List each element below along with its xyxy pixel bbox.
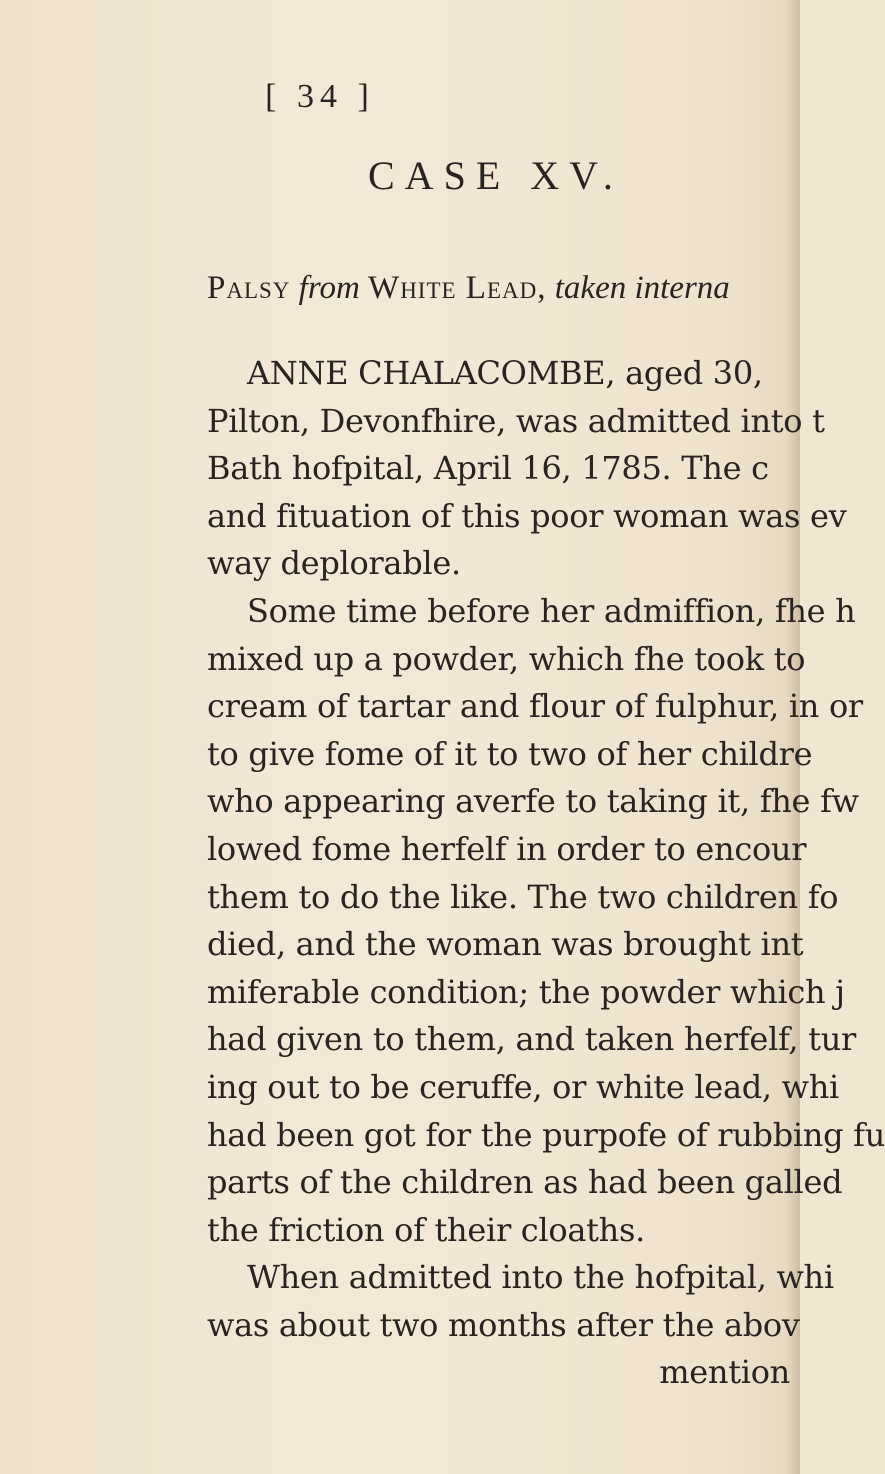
text-line: had been got for the purpofe of rubbing fu	[207, 1115, 885, 1154]
subtitle-taken-internally: taken interna	[554, 270, 730, 306]
text-line: was about two months after the abov	[207, 1305, 800, 1344]
text-line: Pilton, Devonfhire, was admitted into t	[207, 401, 825, 440]
case-subtitle	[207, 270, 800, 307]
text-line: who appearing averfe to taking it, fhe fw	[207, 782, 859, 821]
text-line: lowed fome herfelf in order to encour	[207, 829, 807, 868]
subtitle-from: from	[298, 270, 360, 306]
body-text	[207, 350, 885, 1397]
text-line: miferable condition; the powder which j	[207, 972, 845, 1011]
subtitle-white-lead: White Lead,	[368, 270, 547, 306]
text-line: had given to them, and taken herfelf, tur	[207, 1020, 857, 1059]
text-line: Bath hofpital, April 16, 1785. The c	[207, 449, 769, 488]
text-line: to give fome of it to two of her childre	[207, 734, 813, 773]
text-line: cream of tartar and flour of fulphur, in or	[207, 687, 863, 726]
text-line: way deplorable.	[207, 544, 461, 583]
text-line: them to do the like. The two children fo	[207, 877, 839, 916]
text-line: ANNE CHALACOMBE, aged 30,	[247, 354, 763, 392]
text-line: ing out to be ceruffe, or white lead, whi	[207, 1067, 839, 1106]
text-line: mention	[659, 1353, 790, 1392]
text-line: Some time before her admiffion, fhe h	[247, 591, 856, 630]
text-line: the friction of their cloaths.	[207, 1210, 645, 1249]
text-line: mixed up a powder, which fhe took to	[207, 639, 806, 678]
subtitle-palsy: Palsy	[207, 270, 291, 306]
case-heading: CASE XV.	[368, 153, 623, 198]
text-line: died, and the woman was brought int	[207, 925, 804, 964]
page-number: [ 34 ]	[265, 78, 375, 115]
text-line: parts of the children as had been galled	[207, 1163, 843, 1202]
text-line: and fituation of this poor woman was ev	[207, 496, 847, 535]
text-line: When admitted into the hofpital, whi	[247, 1258, 834, 1297]
